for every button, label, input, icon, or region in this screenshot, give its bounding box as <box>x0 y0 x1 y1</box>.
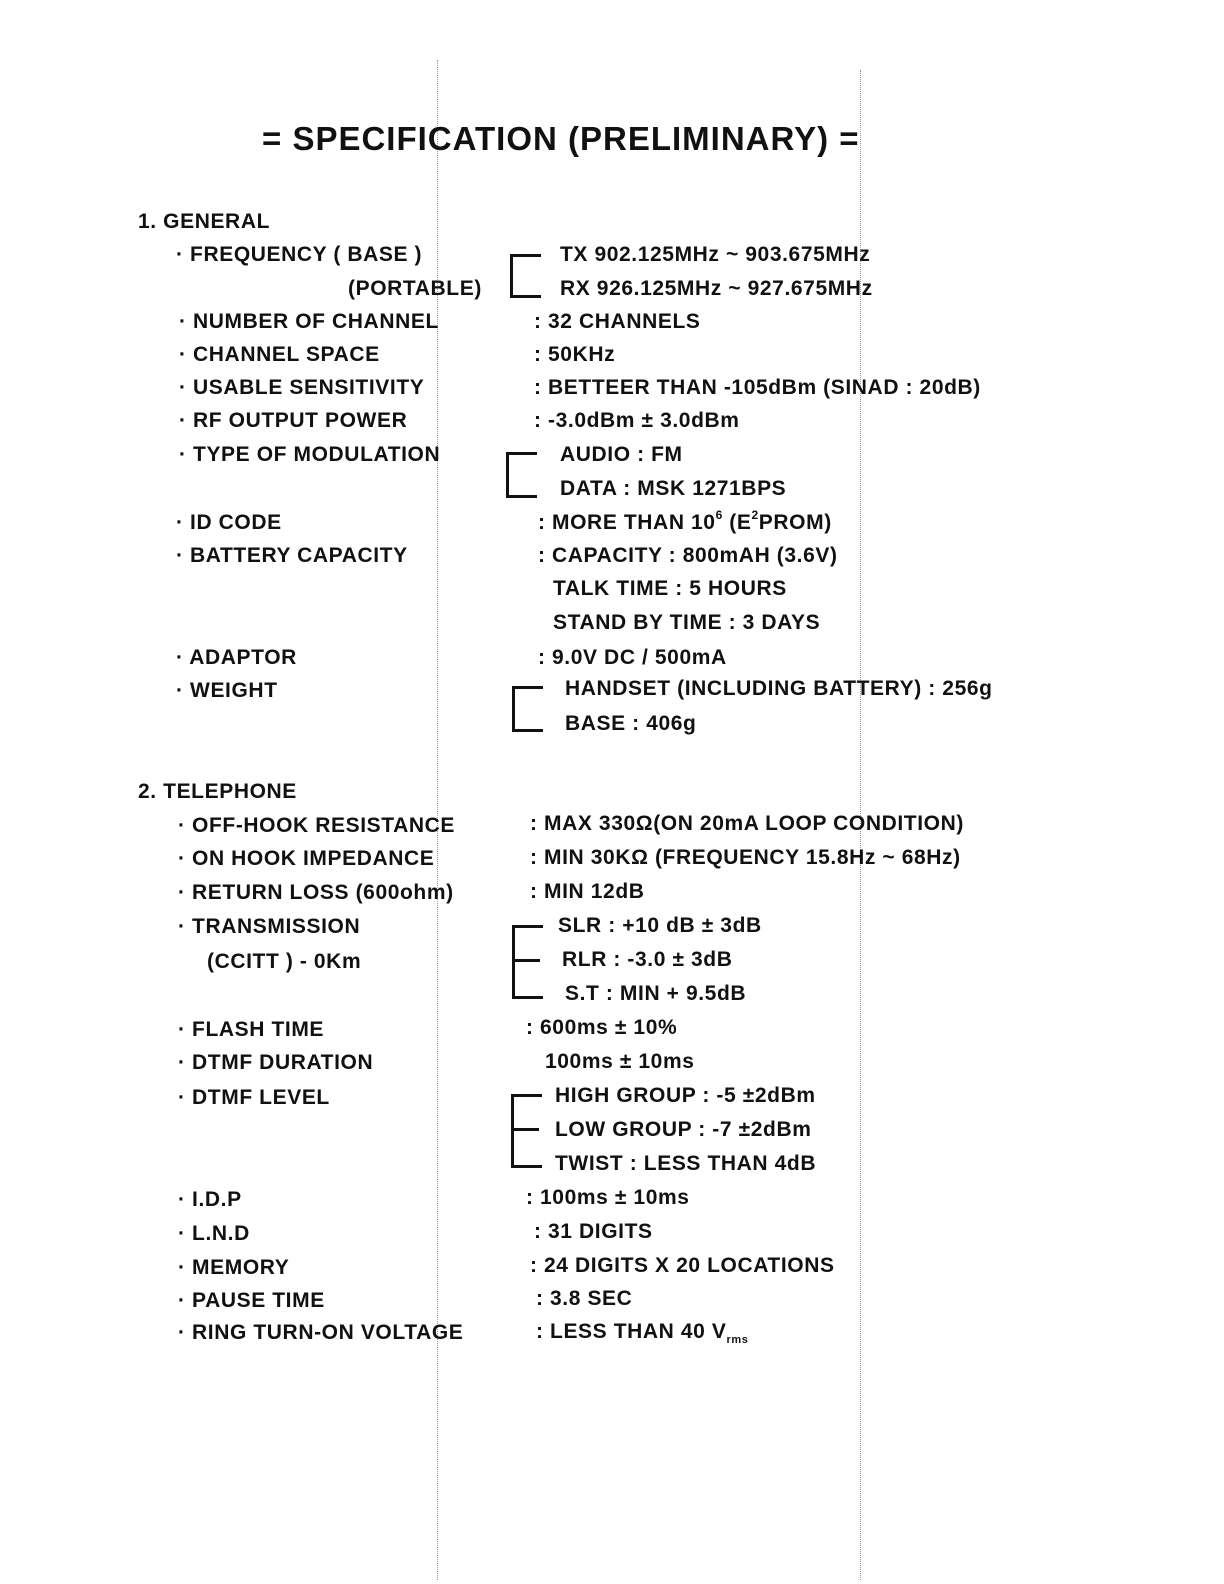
frequency-label: · FREQUENCY ( BASE ) <box>176 243 423 266</box>
transmission-bracket <box>512 925 543 999</box>
transmission-label: · TRANSMISSION <box>178 915 361 938</box>
dtmf-duration-label: · DTMF DURATION <box>178 1051 374 1074</box>
weight-bracket <box>512 686 543 732</box>
weight-base: BASE : 406g <box>565 712 697 735</box>
dtmf-duration-value: 100ms ± 10ms <box>545 1050 695 1073</box>
battery-talk-time: TALK TIME : 5 HOURS <box>553 577 787 600</box>
dtmf-level-label: · DTMF LEVEL <box>178 1086 330 1109</box>
id-code-value: : MORE THAN $10^6$ $(E^2PROM)$ <box>538 508 832 534</box>
modulation-audio: AUDIO : FM <box>560 443 683 466</box>
modulation-data: DATA : MSK 1271BPS <box>560 477 787 500</box>
page-title: = SPECIFICATION (PRELIMINARY) = <box>262 120 860 157</box>
transmission-slr: SLR : +10 dB ± 3dB <box>558 914 762 937</box>
sensitivity-value: : BETTEER THAN -105dBm (SINAD : 20dB) <box>534 376 981 399</box>
memory-label: · MEMORY <box>178 1256 290 1279</box>
lnd-label: · L.N.D <box>178 1222 250 1245</box>
return-loss-label: · RETURN LOSS (600ohm) <box>178 881 454 904</box>
channel-space-label: · CHANNEL SPACE <box>179 343 380 366</box>
flash-time-value: : 600ms ± 10% <box>526 1016 678 1039</box>
off-hook-value: : MAX 330Ω(ON 20mA LOOP CONDITION) <box>530 812 964 835</box>
ring-voltage-value: : LESS THAN 40 $V_{rms}$ <box>536 1320 749 1347</box>
dtmf-level-bracket-mid-tick <box>511 1128 539 1131</box>
rf-power-label: · RF OUTPUT POWER <box>179 409 408 432</box>
modulation-label: · TYPE OF MODULATION <box>179 443 441 466</box>
ring-voltage-label: · RING TURN-ON VOLTAGE <box>178 1321 464 1344</box>
lnd-value: : 31 DIGITS <box>534 1220 653 1243</box>
adaptor-value: : 9.0V DC / 500mA <box>538 646 727 669</box>
frequency-rx: RX 926.125MHz ~ 927.675MHz <box>560 277 873 300</box>
channels-value: : 32 CHANNELS <box>534 310 701 333</box>
battery-label: · BATTERY CAPACITY <box>176 544 408 567</box>
frequency-bracket <box>510 254 541 298</box>
dtmf-low-group: LOW GROUP : -7 ±2dBm <box>555 1118 812 1141</box>
flash-time-label: · FLASH TIME <box>178 1018 325 1041</box>
memory-value: : 24 DIGITS X 20 LOCATIONS <box>530 1254 835 1277</box>
transmission-rlr: RLR : -3.0 ± 3dB <box>562 948 733 971</box>
weight-handset: HANDSET (INCLUDING BATTERY) : 256g <box>565 677 993 700</box>
channel-space-value: : 50KHz <box>534 343 616 366</box>
transmission-bracket-mid-tick <box>512 959 540 962</box>
idp-label: · I.D.P <box>178 1188 242 1211</box>
id-code-label: · ID CODE <box>176 511 282 534</box>
rf-power-value: : -3.0dBm ± 3.0dBm <box>534 409 740 432</box>
channels-label: · NUMBER OF CHANNEL <box>179 310 439 333</box>
dtmf-level-bracket <box>511 1094 542 1168</box>
frequency-label-portable: (PORTABLE) <box>348 277 482 300</box>
battery-standby-time: STAND BY TIME : 3 DAYS <box>553 611 821 634</box>
transmission-label-ccitt: (CCITT ) - 0Km <box>207 950 362 973</box>
frequency-tx: TX 902.125MHz ~ 903.675MHz <box>560 243 871 266</box>
sensitivity-label: · USABLE SENSITIVITY <box>179 376 425 399</box>
on-hook-value: : MIN 30KΩ (FREQUENCY 15.8Hz ~ 68Hz) <box>530 846 961 869</box>
dtmf-high-group: HIGH GROUP : -5 ±2dBm <box>555 1084 816 1107</box>
battery-capacity: : CAPACITY : 800mAH (3.6V) <box>538 544 838 567</box>
weight-label: · WEIGHT <box>176 679 278 702</box>
off-hook-label: · OFF-HOOK RESISTANCE <box>178 814 456 837</box>
pause-time-value: : 3.8 SEC <box>536 1287 633 1310</box>
pause-time-label: · PAUSE TIME <box>178 1289 325 1312</box>
return-loss-value: : MIN 12dB <box>530 880 645 903</box>
on-hook-label: · ON HOOK IMPEDANCE <box>178 847 435 870</box>
transmission-st: S.T : MIN + 9.5dB <box>565 982 747 1005</box>
modulation-bracket <box>506 452 537 498</box>
section-heading-telephone: 2. TELEPHONE <box>138 780 297 803</box>
dtmf-twist: TWIST : LESS THAN 4dB <box>555 1152 817 1175</box>
section-heading-general: 1. GENERAL <box>138 210 271 233</box>
adaptor-label: · ADAPTOR <box>176 646 297 669</box>
idp-value: : 100ms ± 10ms <box>526 1186 690 1209</box>
